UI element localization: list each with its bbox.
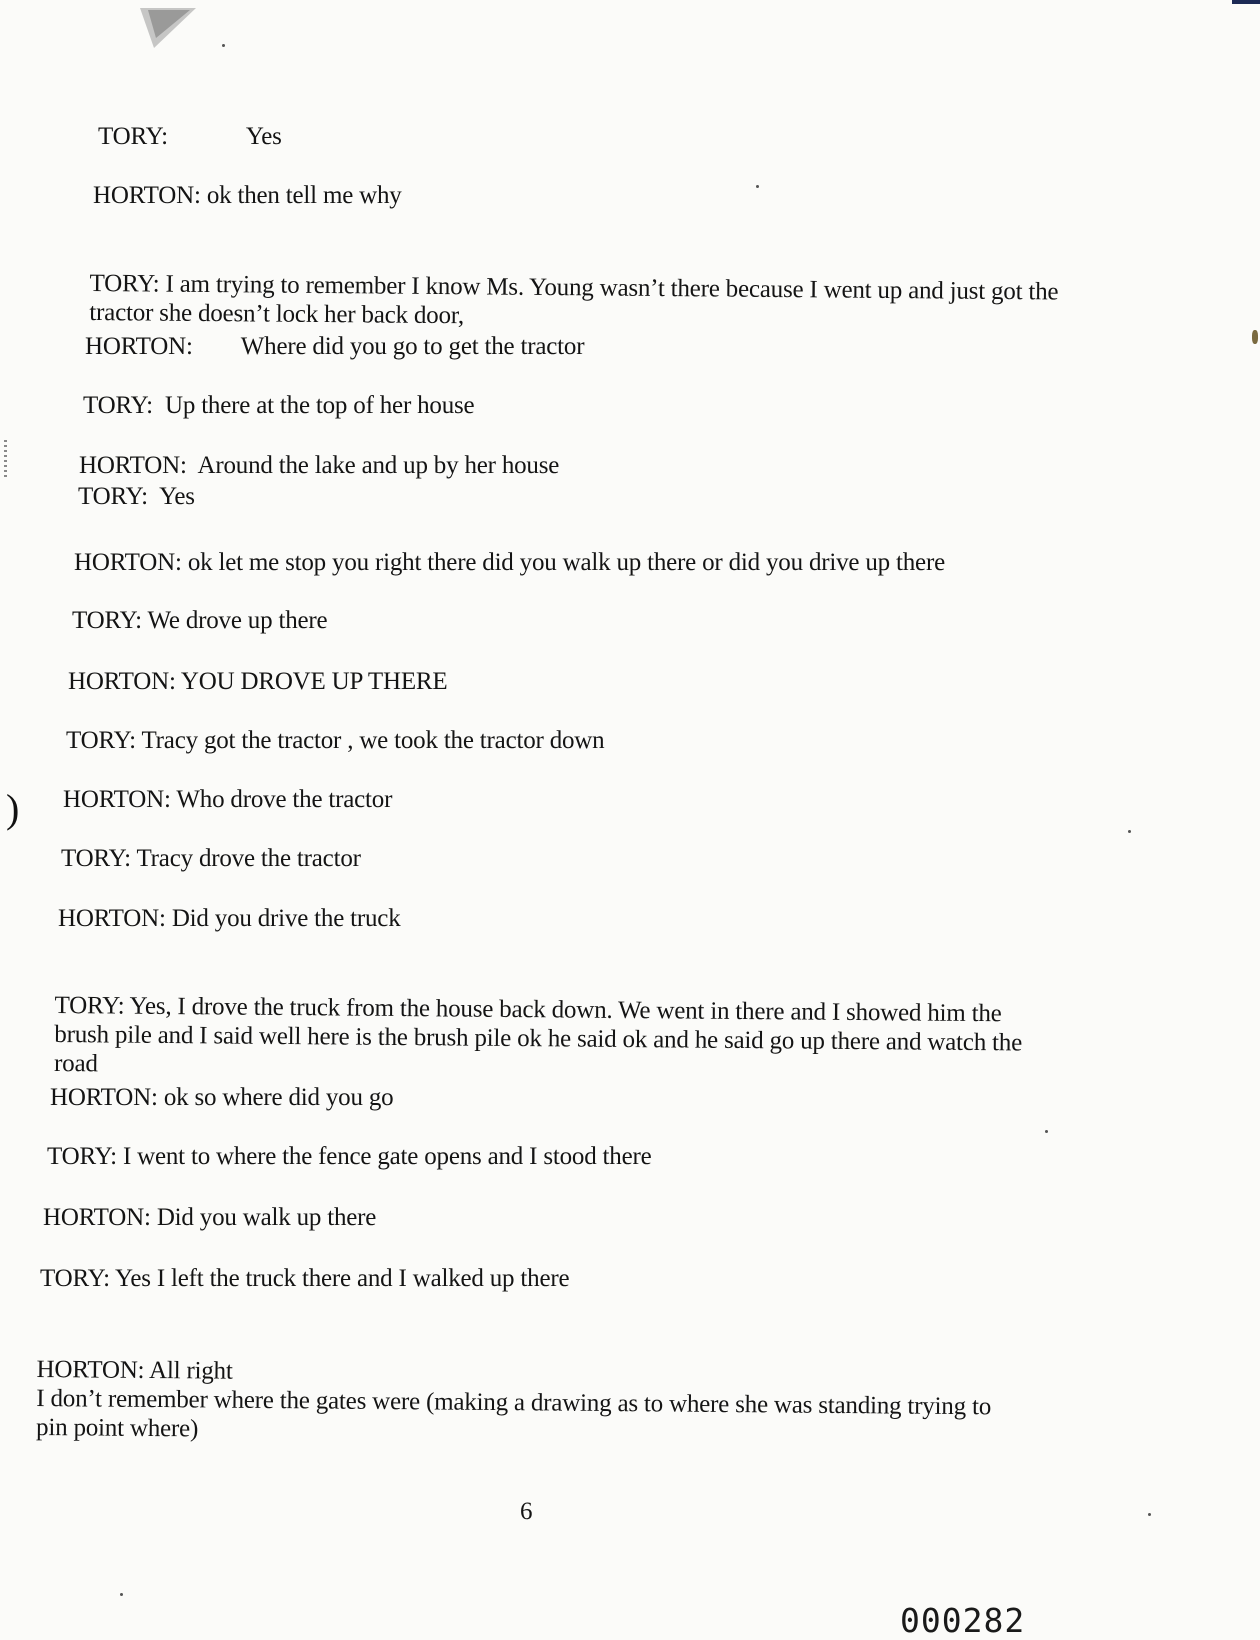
speaker-label: TORY: <box>98 123 168 150</box>
speaker-label: HORTON: <box>63 786 171 813</box>
speaker-label: TORY: <box>40 1265 110 1292</box>
transcript-line <box>74 548 945 577</box>
scan-speck <box>4 440 7 480</box>
line-text: Around the lake and up by her house <box>197 452 560 479</box>
line-text: All right I don’t remember where the gates were (making a drawing as to where she was standing trying to pin point where) <box>35 1356 992 1443</box>
scan-speck <box>222 44 225 47</box>
scan-speck <box>1252 330 1258 344</box>
transcript-line <box>66 726 604 755</box>
transcript-line <box>83 391 474 420</box>
transcript-line <box>68 667 447 696</box>
transcript-paragraph <box>36 1326 992 1450</box>
transcript-line <box>79 451 559 480</box>
line-text: Tracy drove the tractor <box>136 845 361 872</box>
speaker-label: TORY: <box>78 483 148 510</box>
speaker-label: HORTON: <box>58 905 166 932</box>
transcript-line <box>50 1083 393 1112</box>
scan-speck <box>1148 1513 1151 1516</box>
line-text: I am trying to remember I know Ms. Young wasn’t there because I went up and just got the tractor she doesn’t lock her back door, <box>89 270 1059 330</box>
transcript-line <box>43 1203 376 1232</box>
speaker-label: HORTON: <box>43 1204 151 1231</box>
line-text: Yes <box>159 483 195 510</box>
speaker-label: TORY: <box>47 1143 117 1170</box>
line-text: ok let me stop you right there did you walk up there or did you drive up there <box>187 549 945 576</box>
line-text: I went to where the fence gate opens and I stood there <box>122 1143 652 1170</box>
scan-speck <box>1128 830 1131 833</box>
transcript-line <box>98 122 282 151</box>
line-text: Yes, I drove the truck from the house back down. We went in there and I showed him the brush pile and I said well here is the brush pile ok he said ok and he said go up there and watch the road <box>53 992 1023 1078</box>
speaker-label: TORY: <box>66 727 136 754</box>
speaker-label: HORTON: <box>68 668 176 695</box>
scan-corner-artifact <box>140 8 200 53</box>
transcript-line <box>61 844 361 873</box>
speaker-label: HORTON: <box>36 1355 145 1384</box>
speaker-label: HORTON: <box>79 452 187 479</box>
line-text: Did you drive the truck <box>171 905 401 932</box>
transcript-line <box>85 332 584 361</box>
line-text: Where did you go to get the tractor <box>240 333 585 360</box>
line-text: YOU DROVE UP THERE <box>180 668 448 695</box>
bates-stamp: 000282 <box>900 1601 1026 1640</box>
transcript-line <box>47 1142 652 1171</box>
transcript-line <box>40 1264 569 1293</box>
transcript-line <box>58 904 401 933</box>
speaker-label: HORTON: <box>74 549 182 576</box>
transcript-paragraph <box>89 240 1059 335</box>
line-text: Who drove the tractor <box>176 786 393 813</box>
transcript-line <box>78 482 195 511</box>
transcript-line <box>72 606 327 635</box>
transcript-line <box>93 181 402 210</box>
speaker-label: TORY: <box>89 269 160 298</box>
line-text: ok so where did you go <box>163 1084 394 1111</box>
page-number: 6 <box>520 1498 533 1525</box>
line-text: We drove up there <box>147 607 328 634</box>
scan-speck <box>120 1593 123 1596</box>
scan-speck <box>1045 1130 1048 1133</box>
speaker-label: HORTON: <box>50 1084 158 1111</box>
line-text: Up there at the top of her house <box>164 392 475 419</box>
line-text: Did you walk up there <box>156 1204 377 1231</box>
speaker-label: HORTON: <box>85 333 193 360</box>
line-text: Tracy got the tractor , we took the tractor down <box>141 727 605 754</box>
transcript-paragraph <box>54 962 1023 1086</box>
line-text: ok then tell me why <box>206 182 402 209</box>
scan-speck <box>756 185 759 188</box>
speaker-label: TORY: <box>72 607 142 634</box>
speaker-label: TORY: <box>61 845 131 872</box>
speaker-label: TORY: <box>83 392 153 419</box>
speaker-label: TORY: <box>54 991 125 1020</box>
line-text: Yes <box>245 123 282 150</box>
speaker-label: HORTON: <box>93 182 201 209</box>
transcript-line <box>63 785 392 814</box>
scan-edge-mark <box>1232 0 1260 4</box>
line-text: Yes I left the truck there and I walked up there <box>115 1265 570 1292</box>
margin-bracket-mark: ) <box>6 786 20 831</box>
